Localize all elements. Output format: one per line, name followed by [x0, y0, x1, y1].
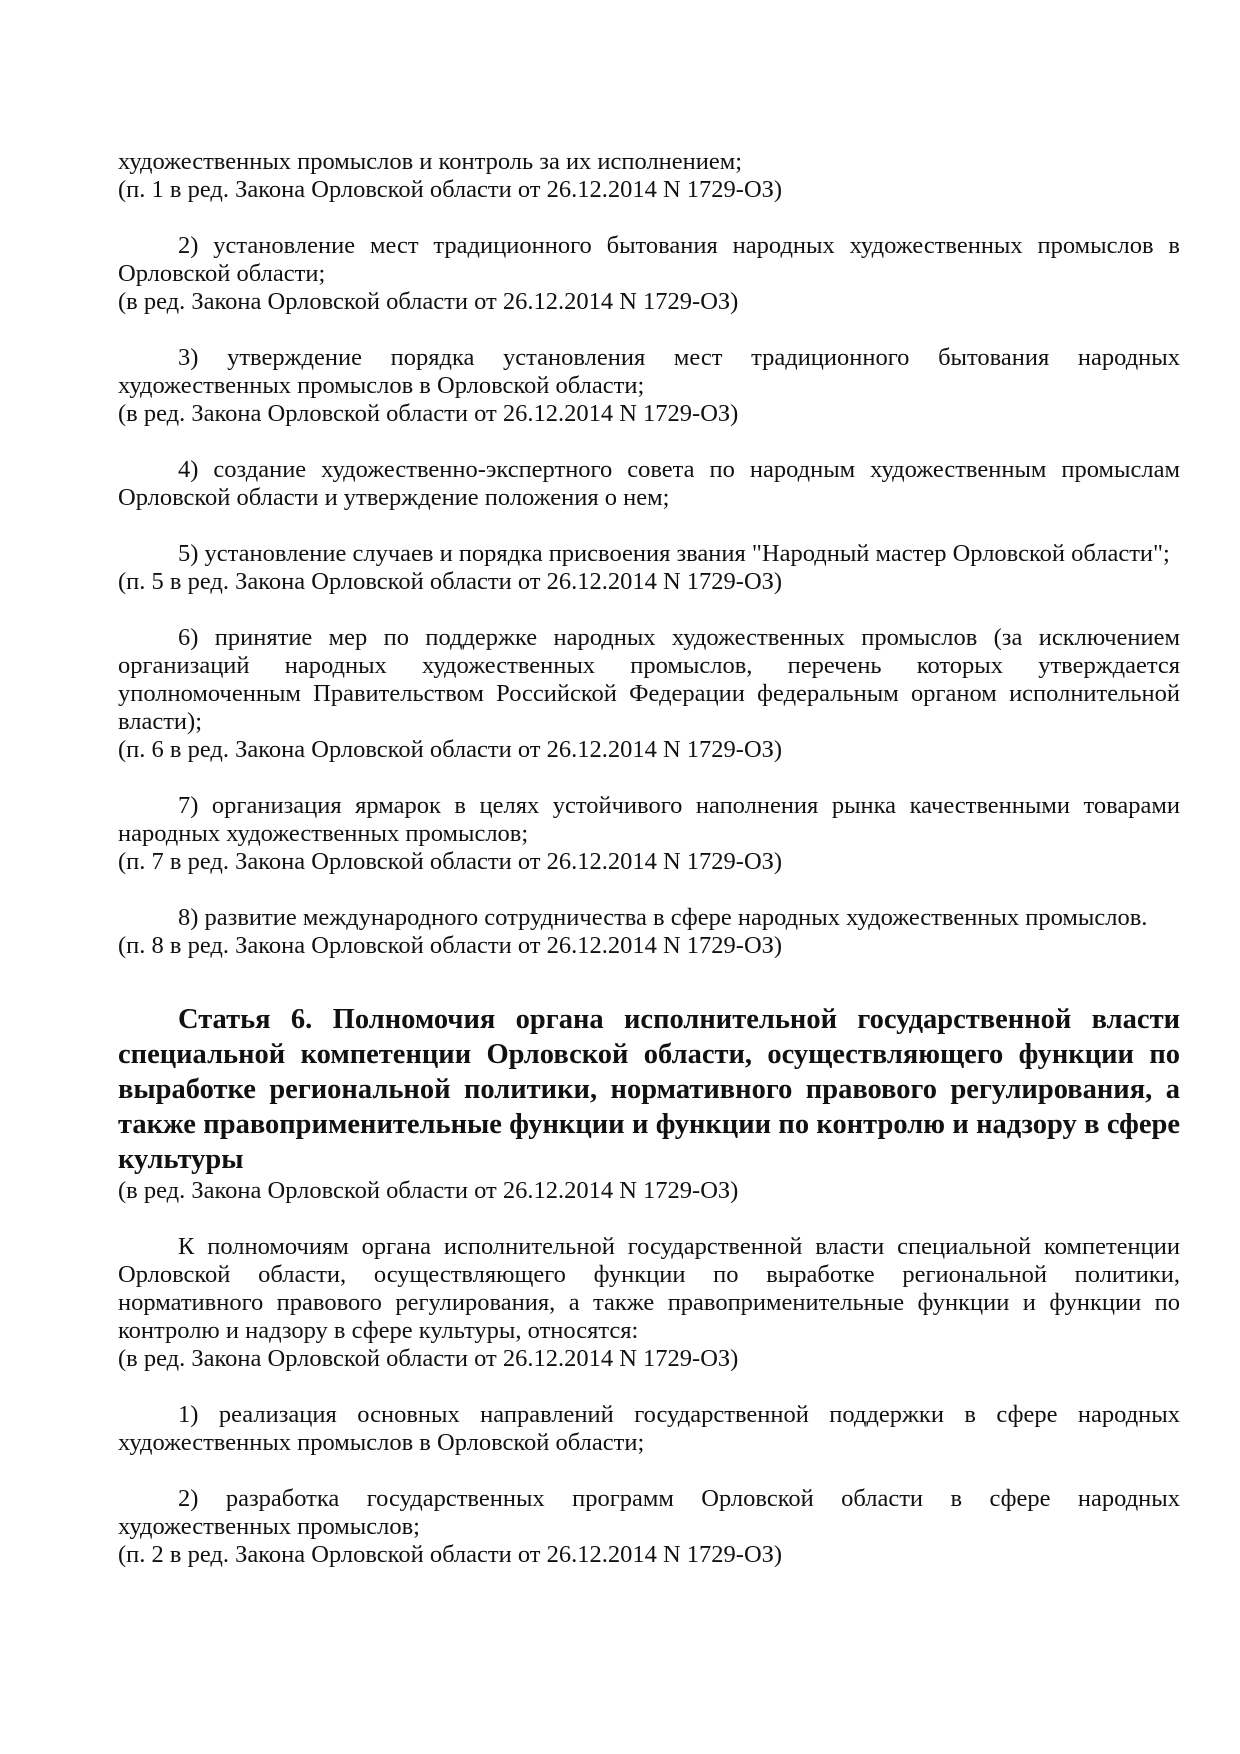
amendment-note: (п. 6 в ред. Закона Орловской области от 26.12.2014 N 1729-ОЗ) [118, 736, 783, 763]
amendment-note: (п. 7 в ред. Закона Орловской области от 26.12.2014 N 1729-ОЗ) [118, 848, 783, 875]
amendment-note: (в ред. Закона Орловской области от 26.12.2014 N 1729-ОЗ) [118, 1345, 739, 1372]
list-item-7: 7) организация ярмарок в целях устойчивого наполнения рынка качественными товарами народных художественных промыслов; [118, 792, 1180, 847]
amendment-note: (п. 2 в ред. Закона Орловской области от 26.12.2014 N 1729-ОЗ) [118, 1541, 783, 1568]
amendment-note: (п. 8 в ред. Закона Орловской области от 26.12.2014 N 1729-ОЗ) [118, 932, 783, 959]
list-item-4: 4) создание художественно-экспертного совета по народным художественным промыслам Орловской области и утверждение положения о нем; [118, 456, 1180, 511]
list-item-3: 3) утверждение порядка установления мест традиционного бытования народных художественных промыслов в Орловской области; [118, 344, 1180, 399]
amendment-note: (п. 1 в ред. Закона Орловской области от 26.12.2014 N 1729-ОЗ) [118, 176, 783, 203]
article-6-item-1: 1) реализация основных направлений государственной поддержки в сфере народных художественных промыслов в Орловской области; [118, 1401, 1180, 1456]
list-item-8: 8) развитие международного сотрудничества в сфере народных художественных промыслов. [178, 904, 1148, 931]
list-item-6: 6) принятие мер по поддержке народных художественных промыслов (за исключением организаций народных художественных промыслов, перечень которых утверждается уполномоченным Правительством Российской Федерации федеральным органом исполнительной власти); [118, 624, 1180, 735]
amendment-note: (п. 5 в ред. Закона Орловской области от 26.12.2014 N 1729-ОЗ) [118, 568, 783, 595]
amendment-note: (в ред. Закона Орловской области от 26.12.2014 N 1729-ОЗ) [118, 400, 739, 427]
amendment-note: (в ред. Закона Орловской области от 26.12.2014 N 1729-ОЗ) [118, 1177, 739, 1204]
list-item-5: 5) установление случаев и порядка присвоения звания "Народный мастер Орловской области"; [178, 540, 1170, 567]
document-body [118, 148, 1180, 1569]
article-6-intro: К полномочиям органа исполнительной государственной власти специальной компетенции Орловской области, осуществляющего функции по выработке региональной политики, нормативного правового регулирования, а также правоприменительные функции и функции по контролю и надзору в сфере культуры, относятся: [118, 1233, 1180, 1344]
article-6-item-2: 2) разработка государственных программ Орловской области в сфере народных художественных промыслов; [118, 1485, 1180, 1540]
list-item-2: 2) установление мест традиционного бытования народных художественных промыслов в Орловской области; [118, 232, 1180, 287]
amendment-note: (в ред. Закона Орловской области от 26.12.2014 N 1729-ОЗ) [118, 288, 739, 315]
article-6-heading: Статья 6. Полномочия органа исполнительной государственной власти специальной компетенции Орловской области, осуществляющего функции по выработке региональной политики, нормативного правового регулирования, а также правоприменительные функции и функции по контролю и надзору в сфере культуры [118, 1004, 1180, 1175]
paragraph-continuation: художественных промыслов и контроль за их исполнением; [118, 148, 743, 175]
